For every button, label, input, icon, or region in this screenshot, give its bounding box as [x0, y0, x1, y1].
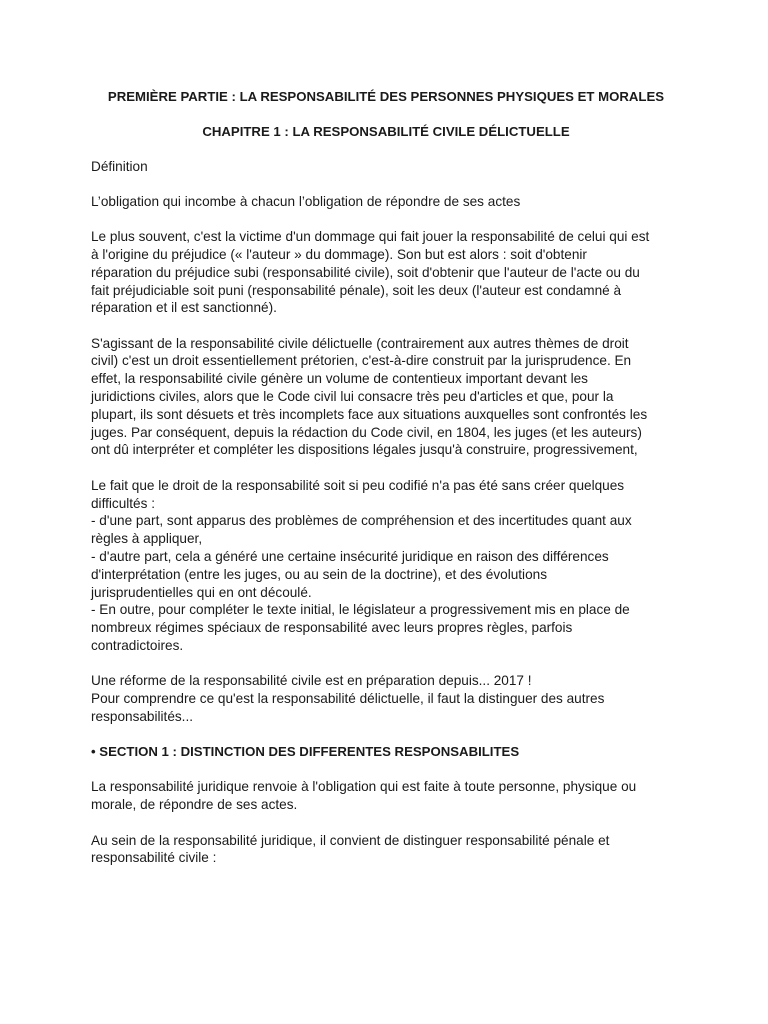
paragraph-line: juridictions civiles, alors que le Code civil lui consacre très peu d'articles et que, pour la — [91, 389, 614, 405]
paragraph-line: fait préjudiciable soit puni (responsabilité pénale), soit les deux (l'auteur est condamné à — [91, 282, 622, 298]
definition-text: L’obligation qui incombe à chacun l’obligation de répondre de ses actes — [91, 193, 521, 209]
paragraph-line: réparation et il est sanctionné). — [91, 300, 277, 316]
paragraph-line: difficultés : — [91, 495, 155, 511]
paragraph-line: Pour comprendre ce qu'est la responsabilité délictuelle, il faut la distinguer des autres — [91, 691, 605, 707]
paragraph-line: civil) c'est un droit essentiellement prétorien, c'est-à-dire construit par la jurisprudence. En — [91, 353, 632, 369]
paragraph-line: ont dû interpréter et compléter les dispositions légales jusqu'à construire, progressivement, — [91, 442, 638, 458]
paragraph-reform — [91, 672, 681, 725]
paragraph-victim — [91, 228, 681, 317]
paragraph-line: à l'origine du préjudice (« l'auteur » du dommage). Son but est alors : soit d'obtenir — [91, 246, 587, 262]
list-item: - En outre, pour compléter le texte initial, le législateur a progressivement mis en place de — [91, 602, 630, 618]
paragraph-pretorian — [91, 335, 681, 460]
paragraph-distinction — [91, 832, 681, 868]
paragraph-line: Le plus souvent, c'est la victime d'un dommage qui fait jouer la responsabilité de celui qui est — [91, 229, 650, 245]
paragraph-line: La responsabilité juridique renvoie à l'obligation qui est faite à toute personne, physique ou — [91, 779, 637, 795]
paragraph-line: Le fait que le droit de la responsabilité soit si peu codifié n'a pas été sans créer quelques — [91, 477, 625, 493]
paragraph-line: plupart, ils sont désuets et très incomplets face aux situations auxquelles sont confrontés les — [91, 406, 648, 422]
paragraph-line: Au sein de la responsabilité juridique, il convient de distinguer responsabilité pénale et — [91, 832, 610, 848]
paragraph-line: nombreux régimes spéciaux de responsabilité avec leurs propres règles, parfois — [91, 620, 573, 636]
paragraph-line: réparation du préjudice subi (responsabilité civile), soit d'obtenir que l'auteur de l'acte ou du — [91, 264, 640, 280]
paragraph-line: d'interprétation (entre les juges, ou au sein de la doctrine), et des évolutions — [91, 566, 547, 582]
paragraph-line: juges. Par conséquent, depuis la rédaction du Code civil, en 1804, les juges (et les auteurs) — [91, 424, 642, 440]
definition-heading: Définition — [91, 158, 148, 174]
list-item: - d'autre part, cela a généré une certaine insécurité juridique en raison des différences — [91, 548, 609, 564]
paragraph-line: morale, de répondre de ses actes. — [91, 797, 298, 813]
paragraph-line: contradictoires. — [91, 637, 184, 653]
paragraph-legal-responsibility — [91, 778, 681, 814]
paragraph-line: effet, la responsabilité civile génère un volume de contentieux important devant les — [91, 371, 588, 387]
paragraph-line: responsabilité civile : — [91, 850, 217, 866]
chapter-title: CHAPITRE 1 : LA RESPONSABILITÉ CIVILE DÉLICTUELLE — [202, 123, 570, 139]
list-item: - d'une part, sont apparus des problèmes de compréhension et des incertitudes quant aux — [91, 513, 632, 529]
paragraph-line: Une réforme de la responsabilité civile est en préparation depuis... 2017 ! — [91, 673, 532, 689]
paragraph-line: jurisprudentielles qui en ont découlé. — [91, 584, 312, 600]
paragraph-line: S'agissant de la responsabilité civile délictuelle (contrairement aux autres thèmes de droit — [91, 335, 629, 351]
part-title: PREMIÈRE PARTIE : LA RESPONSABILITÉ DES PERSONNES PHYSIQUES ET MORALES — [107, 89, 665, 104]
document-body — [91, 88, 681, 867]
section-heading: • SECTION 1 : DISTINCTION DES DIFFERENTES RESPONSABILITES — [91, 744, 520, 760]
paragraph-line: responsabilités... — [91, 708, 194, 724]
paragraph-difficulties — [91, 477, 681, 655]
paragraph-line: règles à appliquer, — [91, 531, 203, 547]
